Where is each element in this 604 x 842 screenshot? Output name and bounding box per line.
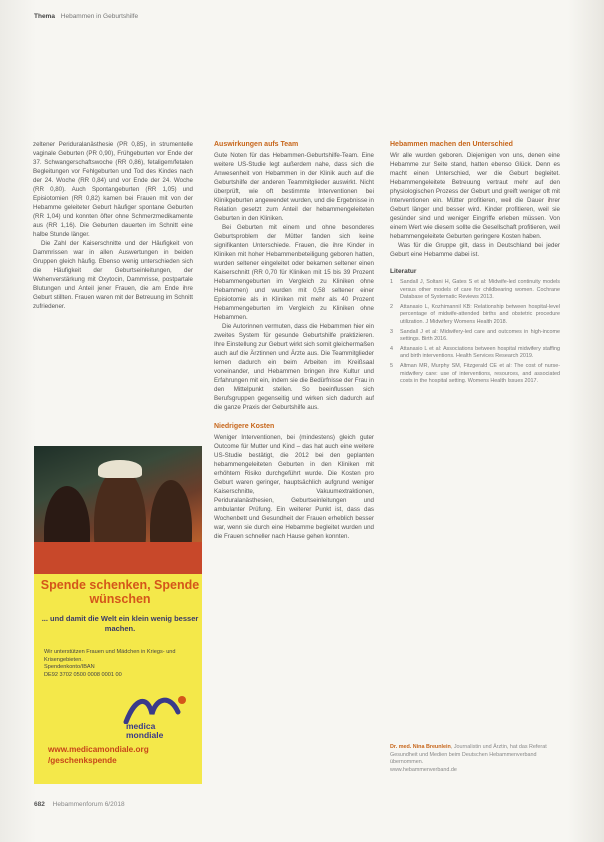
literature-item (390, 363, 560, 386)
ad-subheadline: ... und damit die Welt ein klein wenig besser machen. (41, 614, 199, 633)
ad-photo (34, 446, 202, 574)
literature-heading: Literatur (390, 268, 417, 275)
literature-text: Altman MR, Murphy SM, Fitzgerald CE et al: The cost of nurse-midwifery care: use of interventions, resources, and associated costs in the hospital setting. Womens Health Issues 2017. (400, 362, 560, 385)
literature-text: Attanasio L et al: Associations between hospital midwifery staffing and birth interventions. Health Services Research 2019. (400, 345, 560, 360)
author-contact[interactable]: www.hebammenverband.de (390, 766, 457, 773)
literature-number: 5 (390, 362, 393, 369)
author-name: Dr. med. Nina Breunlein (390, 744, 451, 750)
column-right (390, 140, 560, 388)
literature-number: 1 (390, 279, 393, 285)
mid-paragraph: Die Autorinnen vermuten, dass die Hebammen hier ein zweites System für gesunde Geburtshilfe praktizieren. Ihre Einstellung zur Geburt wirkt sich somit gleichermaßen auch auf die Ärztinnen und Ärzte aus. Die Teammitglieder lernen dadurch ein beim Arbeiten im Kreißsaal voneinander, und Hebammen bringen ihre Kultur und Erfahrungen mit ein, indem sie die Bedürfnisse der Frau in den Mittelpunkt stellen. So beeinflussen sich Berufsgruppen gegenseitig und wirken sich dadurch auf die ganze Praxis der Geburtshilfe aus. (214, 323, 374, 411)
ad-info-line: DE92 3702 0500 0008 0001 00 (44, 671, 122, 678)
logo-arc-icon (122, 692, 192, 724)
author-box: Dr. med. Nina Breunlein, Journalistin und Ärztin, hat das Referat Gesundheit und Medien beim Deutschen Hebammenverband übernommen. www.hebammenverband.de (390, 744, 560, 774)
logo-text: medica mondiale (126, 721, 164, 740)
ad-info (44, 649, 194, 679)
photo-clothing (34, 542, 202, 574)
left-paragraph: zeltener Periduralanästhesie (PR 0,85), in strumentelle vaginale Geburten (PR 0,90), Frühgeburten vor Ende der 37. Schwangerschaftswoche (RR 0,86), fetaligem/fetalen Begleitungen vor Fehlgeburten und Tod des Kindes nach der 24. Woche (RR 0,84) und vor Ende der 24. Woche (RR 0,80). Auch Spontangeburten (RR 1,05) und Episiotomien (RR 0,82) kamen bei Frauen mit von der Hebamme geleiteter Geburt häufiger spontane Geburten (RR 1,04) und konnten öfter ohne Schmerzmedikamente aus (RR 1,16). Die Geburten dauerten im Schnitt eine halbe Stunde länger. (33, 141, 193, 238)
ad-url-link[interactable]: www.medicamondiale.org /geschenkspende (48, 745, 149, 765)
ad-info-line: Wir unterstützen Frauen und Mädchen in Kriegs- und Krisengebieten. (44, 649, 176, 663)
column-left (33, 140, 193, 311)
literature-number: 4 (390, 345, 393, 352)
header-title: Hebammen in Geburtshilfe (60, 13, 139, 20)
literature-item (390, 279, 560, 302)
right-paragraph: Was für die Gruppe gilt, dass in Deutschland bei jeder Geburt eine Hebamme dabei ist. (390, 242, 560, 258)
right-paragraph: Wir alle wurden geboren. Diejenigen von uns, denen eine Hebamme zur Seite stand, hatten ebenso Glück. Denn es macht einen Unterschied, wer die Geburt begleitet. Hebammengeleitete Betreuung vertraut mehr auf den physiologischen Prozess der Geburt und greift weniger oft mit Interventionen ein. Mütter profitieren, weil die Dauer ihrer Geburt länger und besser wird. Kinder profitieren, weil sie gesünder sind und weniger Eingriffe erleben müssen. Von einem Wert wie diesem sollte die Gesellschaft profitieren, weil hebammengeleitete Geburten geringere Kosten haben. (390, 152, 560, 240)
literature-text: Sandall J, Soltani H, Gates S et al: Midwife-led continuity models versus other models of care for childbearing women. Cochrane Database of Systematic Reviews 2013. (400, 279, 560, 301)
donation-ad[interactable] (34, 446, 202, 784)
ad-headline: Spende schenken, Spende wünschen (40, 578, 200, 606)
journal-name: Hebammenforum 6/2018 (52, 801, 125, 808)
medica-mondiale-logo (122, 692, 192, 742)
left-paragraph: Die Zahl der Kaiserschnitte und der Häufigkeit von Dammrissen war in allen Auswertungen in beiden Gruppen gleich häufig. Ebenso wenig unterschieden sich die Häufigkeit der Geburtseinleitungen, der Wehenverstärkung mit Oxytocin, Dammrisse, postpartale Blutungen und Anteil jener Frauen, die am Ende ihre Geburt stillten. Frauen waren mit der Betreuung im Schnitt zufriedener. (33, 240, 193, 310)
literature-number: 3 (390, 328, 393, 335)
mid-paragraph: Weniger Interventionen, bei (mindestens) gleich guter Outcome für Mutter und Kind – das hat auch eine weitere US-Studie bestätigt, die 2012 bei den geplanten hebammengeleiteten Geburten in den Kliniken mit erhöhtem Risiko durchgeführt wurde. Die Kosten pro Geburt waren geringer, hauptsächlich aufgrund weniger Kaiserschnitte, Vakuumextraktionen, Periduralanästhesien, Geburtseinleitungen und ambulanter Prüfung. Ein weiterer Punkt ist, dass das Wochenbett und Gesundheit der Frauen erheblich besser war, wenn sie durch eine Hebamme begleitet wurden und die Frauen schneller nach Hause gehen konnten. (214, 434, 374, 540)
author-bio: Journalistin und Ärztin, hat das Referat Gesundheit und Medien beim Deutschen Hebammenverband übernommen. (390, 744, 547, 766)
page-number: 682 (34, 801, 45, 808)
literature-list (390, 279, 560, 386)
literature-text: Attanasio L, Kozhimannil KB: Relationship between hospital-level percentage of midwife-attended births and obstetric procedure utilization. J Midwifery Womens Health 2018. (400, 303, 560, 325)
column-middle (214, 140, 374, 541)
running-header (34, 13, 138, 20)
section-heading: Hebammen machen den Unterschied (390, 141, 513, 148)
header-section: Thema (34, 13, 55, 20)
ad-info-line: Spendenkonto/IBAN (44, 664, 95, 671)
literature-text: Sandall J et al: Midwifery-led care and outcomes in high-income settings. Birth 2016. (400, 328, 560, 343)
literature-item (390, 346, 560, 361)
literature-item (390, 329, 560, 344)
photo-headscarf (98, 460, 142, 478)
mid-paragraph: Bei Geburten mit einem und ohne besonderes Geburtsproblem der Mütter fanden sich keine signifikanten Unterschiede. Frauen, die ihre Kinder in Kliniken mit hoher Hebammenbeteiligung geboren hatten, wurden seltener eingeleitet oder bekamen seltener einen Kaiserschnitt (RR 0,70 für Kliniken mit 15 bis 39 Prozent Hebammengeburten im Vergleich zu Kliniken ohne Hebammen) und wurden mit 0,58 seltener einer Episiotomie als in Kliniken mit mehr als 40 Prozent Hebammengeburten im Vergleich zu Kliniken ohne Hebammen. (214, 224, 374, 321)
literature-item (390, 304, 560, 327)
literature-number: 2 (390, 303, 393, 310)
page-footer (34, 801, 125, 808)
section-heading: Niedrigere Kosten (214, 423, 275, 430)
mid-paragraph: Gute Noten für das Hebammen-Geburtshilfe-Team. Eine weitere US-Studie legt außerdem nahe, dass sich die Anwesenheit von Hebammen in der Klinik auch auf die Geburtshilfe der anderen Teammitglieder auswirkt. Nicht überprüft, wie oft bestimmte Interventionen bei Klinikgeburten angewendet wurden, und die Ergebnisse in Relation gesetzt zum Anteil der hebammengeleiteten Geburten in den Kliniken. (214, 152, 374, 222)
section-heading: Auswirkungen aufs Team (214, 141, 299, 148)
